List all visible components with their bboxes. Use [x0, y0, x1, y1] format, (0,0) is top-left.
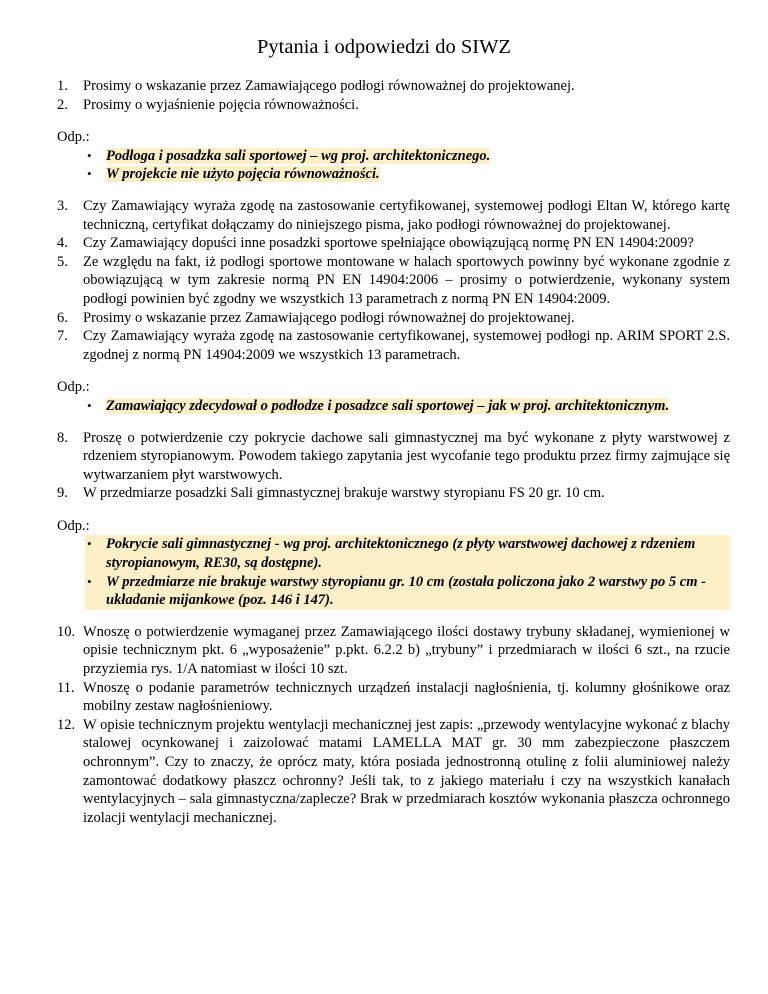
question-item: [57, 309, 730, 328]
question-text: Prosimy o wskazanie przez Zamawiającego podłogi równoważnej do projektowanej.: [83, 309, 575, 326]
question-text: Prosimy o wskazanie przez Zamawiającego podłogi równoważnej do projektowanej.: [83, 78, 575, 94]
answer-text: W przedmiarze nie brakuje warstwy styropianu gr. 10 cm (została policzona jako 2 warstwy po 5 cm - układanie mijankowe (poz. 146 i 147).: [106, 573, 706, 609]
answer-text: Podłoga i posadzka sali sportowej – wg proj. architektonicznego.: [106, 147, 491, 164]
question-number: 6.: [57, 309, 68, 326]
answer-text: Zamawiający zdecydował o podłodze i posadzce sali sportowej – jak w proj. architektonicznym.: [106, 397, 670, 414]
question-text: Czy Zamawiający wyraża zgodę na zastosowanie certyfikowanej, systemowej podłogi np. ARIM SPORT 2.S. zgodnej z normą PN 14904:2009 we wszystkich 13 parametrach.: [83, 328, 730, 363]
question-item: [57, 327, 730, 364]
question-number: 2.: [57, 96, 68, 113]
bullet-icon: •: [87, 147, 92, 163]
question-text: Wnoszę o potwierdzenie wymaganej przez Zamawiającego ilości dostawy trybuny składanej, wymienionej w opisie technicznym pkt. 6 „wyposażenie” p.pkt. 6.2.2 b) „trybuny” i przedmiarach w ilości 6 szt., na rzucie przyziemia rys. 1/A natomiast w ilości 10 szt.: [83, 623, 730, 678]
question-list-2: [57, 197, 730, 364]
question-number: 11.: [57, 679, 75, 696]
question-item: [57, 623, 730, 679]
question-list-4: [57, 623, 730, 828]
bullet-icon: •: [87, 536, 92, 552]
answer-item: [85, 535, 730, 572]
question-number: 9.: [57, 485, 68, 502]
question-text: Proszę o potwierdzenie czy pokrycie dachowe sali gimnastycznej ma być wykonane z płyty warstwowej z rdzeniem styropianowym. Powodem takiego zapytania jest wycofanie tego produktu przez firmy zajmujące się wytwarzaniem płyt warstwowych.: [83, 429, 730, 483]
answer-text: W projekcie nie użyto pojęcia równoważności.: [106, 166, 380, 183]
question-text: Czy Zamawiający dopuści inne posadzki sportowe spełniające obowiązującą normę PN EN 14904:2009?: [83, 235, 694, 252]
answer-item: [85, 165, 730, 184]
question-item: [57, 77, 730, 96]
question-item: [57, 96, 730, 115]
answer-item: [85, 147, 730, 166]
question-item: [57, 716, 730, 828]
question-number: 5.: [57, 253, 68, 270]
page-title: Pytania i odpowiedzi do SIWZ: [257, 36, 511, 58]
answer-item: [85, 397, 730, 416]
question-text: Wnoszę o podanie parametrów technicznych urządzeń instalacji nagłośnienia, tj. kolumny głośnikowe oraz mobilny zestaw nagłośnieniowy.: [83, 679, 730, 715]
question-text: Ze względu na fakt, iż podłogi sportowe montowane w halach sportowych powinny być wykonane zgodnie z obowiązującą w tym zakresie normą PN EN 14904:2006 – prosimy o potwierdzenie, wykonany system podłogi powinien być zgodny we wszystkich 13 parametrach z normą PN EN 14904:2009.: [83, 253, 730, 307]
question-item: [57, 253, 730, 309]
question-text: W opisie technicznym projektu wentylacji mechanicznej jest zapis: „przewody wentylacyjne wykonać z blachy stalowej ocynkowanej i zaizolować matami LAMELLA MAT gr. 30 mm zabezpieczone płaszczem ochronnym”. Czy to znaczy, że oprócz maty, która posiada jednostronną otulinę z folii aluminiowej należy zamontować dodatkowy płaszcz ochronny? Jeśli tak, to z jakiego materiału i czy na wszystkich kanałach wentylacyjnych – sala gimnastyczna/zaplecze? Brak w przedmiarach kosztów wykonania płaszcza ochronnego izolacji wentylacji mechanicznej.: [83, 716, 730, 826]
question-list-3: [57, 429, 730, 503]
answer-label: Odp.:: [57, 517, 90, 534]
question-number: 7.: [57, 328, 68, 345]
bullet-icon: •: [87, 397, 92, 413]
answer-list-2: [57, 397, 730, 416]
question-text: W przedmiarze posadzki Sali gimnastycznej brakuje warstwy styropianu FS 20 gr. 10 cm.: [83, 485, 605, 502]
question-item: [57, 679, 730, 716]
bullet-icon: •: [87, 573, 92, 589]
question-number: 4.: [57, 235, 68, 252]
question-text: Prosimy o wyjaśnienie pojęcia równoważności.: [83, 96, 359, 113]
answer-label: Odp.:: [57, 379, 90, 396]
question-item: [57, 429, 730, 485]
question-list-1: [57, 77, 730, 114]
answer-label: Odp.:: [57, 129, 90, 146]
question-text: Czy Zamawiający wyraża zgodę na zastosowanie certyfikowanej, systemowej podłogi Eltan W, którego kartę techniczną, certyfikat dołączamy do niniejszego pisma, jako podłogi równoważnej do projektowanej.: [83, 197, 730, 233]
answer-list-3: [57, 535, 730, 609]
question-item: [57, 197, 730, 234]
question-number: 12.: [57, 716, 76, 733]
question-number: 3.: [57, 197, 68, 214]
answer-text: Pokrycie sali gimnastycznej - wg proj. architektonicznego (z płyty warstwowej dachowej z rdzeniem styropianowym, RE30, są dostępne).: [106, 536, 696, 572]
question-item: [57, 484, 730, 503]
bullet-icon: •: [87, 166, 92, 182]
answer-item: [85, 573, 730, 610]
question-number: 10.: [57, 623, 76, 640]
answer-list-1: [57, 147, 730, 184]
document-body: [57, 77, 730, 827]
question-number: 8.: [57, 429, 68, 446]
question-number: 1.: [57, 78, 68, 94]
question-item: [57, 234, 730, 253]
